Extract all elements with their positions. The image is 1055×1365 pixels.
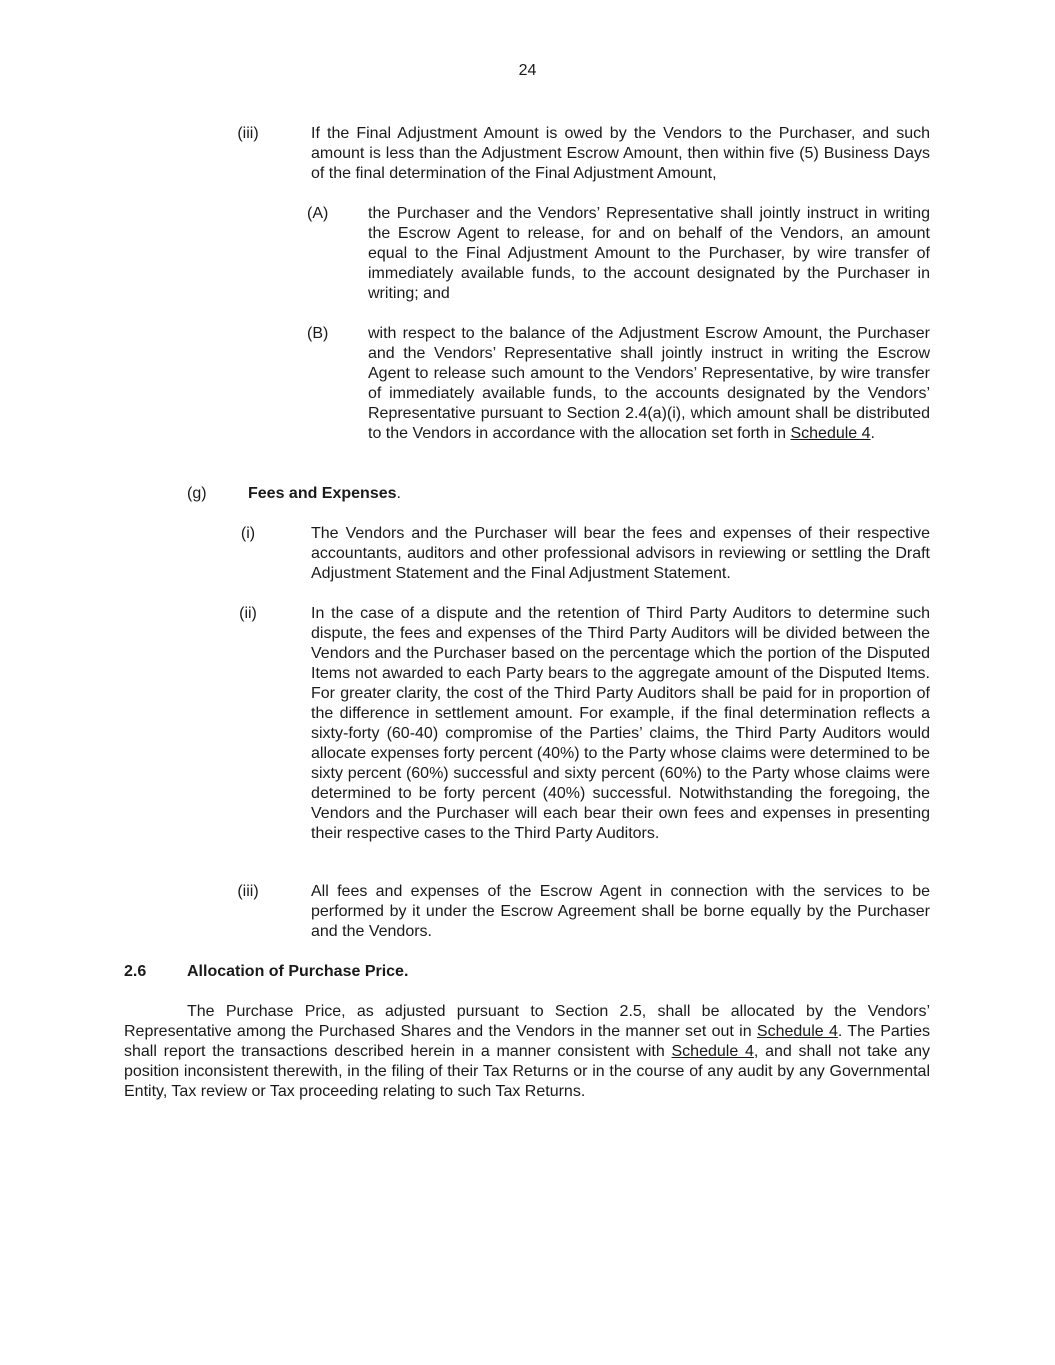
page-number: 24: [518, 62, 537, 79]
clause-text: In the case of a dispute and the retention of Third Party Auditors to determine such dispute, the fees and expenses of the Third Party Auditors will be divided between the Vendors and the Purchaser based on the percentage which the portion of the Disputed Items not awarded to each Party bears to the aggregate amount of the Disputed Items. For greater clarity, the cost of the Third Party Auditors shall be paid for in proportion of the difference in settlement amount. For example, if the final determination reflects a sixty-forty (60-40) compromise of the Parties’ claims, the Third Party Auditors would allocate expenses forty percent (40%) to the Party whose claims were determined to be sixty percent (60%) successful and sixty percent (60%) to the Party whose claims were determined to be forty percent (40%) successful. Notwithstanding the foregoing, the Vendors and the Purchaser will each bear their own fees and expenses in presenting their respective cases to the Third Party Auditors.: [311, 605, 930, 842]
clause-label: (iii): [237, 883, 259, 900]
clause-text-part: .: [870, 425, 875, 442]
clause-text: If the Final Adjustment Amount is owed by the Vendors to the Purchaser, and such amount is less than the Adjustment Escrow Amount, then within five (5) Business Days of the final determination of the Final Adjustment Amount,: [311, 125, 930, 182]
paragraph-text: . The Parties shall report the transactions described herein in a manner consistent with: [124, 1023, 930, 1060]
clause-f-iii-b: [307, 324, 930, 444]
section-heading: Allocation of Purchase Price.: [187, 963, 409, 980]
paragraph-text: The Purchase Price, as adjusted pursuant to Section 2.5, shall be allocated by the Vendors’ Representative among the Purchased Shares and the Vendors in the manner set out in: [124, 1003, 930, 1040]
clause-text: The Vendors and the Purchaser will bear the fees and expenses of their respective accountants, auditors and other professional advisors in reviewing or settling the Draft Adjustment Statement and the Final Adjustment Statement.: [311, 525, 930, 582]
clause-text: All fees and expenses of the Escrow Agent in connection with the services to be performed by it under the Escrow Agreement shall be borne equally by the Purchaser and the Vendors.: [311, 883, 930, 940]
schedule-reference: Schedule 4: [671, 1043, 754, 1060]
clause-label: (iii): [237, 125, 259, 142]
clause-g-ii: [239, 604, 930, 844]
clause-g-iii: [237, 882, 930, 942]
schedule-reference: Schedule 4: [790, 425, 871, 442]
paragraph-text: , and shall not take any position inconsistent therewith, in the filing of their Tax Returns or in the course of any audit by any Governmental Entity, Tax review or Tax proceeding relating to such Tax Returns.: [124, 1043, 930, 1100]
clause-text: [368, 324, 930, 444]
clause-text-part: with respect to the balance of the Adjustment Escrow Amount, the Purchaser and the Vendors’ Representative shall jointly instruct in writing the Escrow Agent to release such amount to the Vendors’ Representative, by wire transfer of immediately available funds, to the accounts designated by the Vendors’ Representative pursuant to Section 2.4(a)(i), which amount shall be distributed to the Vendors in accordance with the allocation set forth in: [368, 325, 930, 442]
clause-f-iii-a: [307, 204, 930, 304]
clause-g-heading: [248, 484, 401, 504]
clause-f-iii: [237, 124, 930, 184]
clause-label: (g): [187, 485, 207, 502]
section-2-6-paragraph: [124, 1002, 930, 1102]
clause-label: (ii): [239, 605, 257, 622]
clause-text: the Purchaser and the Vendors’ Representative shall jointly instruct in writing the Escrow Agent to release, for and on behalf of the Vendors, an amount equal to the Final Adjustment Amount to the Purchaser, by wire transfer of immediately available funds, to the account designated by the Purchaser in writing; and: [368, 205, 930, 302]
clause-label: (A): [307, 205, 329, 222]
clause-heading-suffix: .: [396, 485, 401, 502]
clause-g-i: [240, 524, 930, 584]
clause-g: [187, 484, 207, 504]
clause-heading: Fees and Expenses: [248, 485, 397, 502]
clause-label: (i): [240, 525, 256, 542]
section-number: 2.6: [124, 963, 147, 980]
schedule-reference: Schedule 4: [756, 1023, 838, 1040]
clause-label: (B): [307, 325, 329, 342]
